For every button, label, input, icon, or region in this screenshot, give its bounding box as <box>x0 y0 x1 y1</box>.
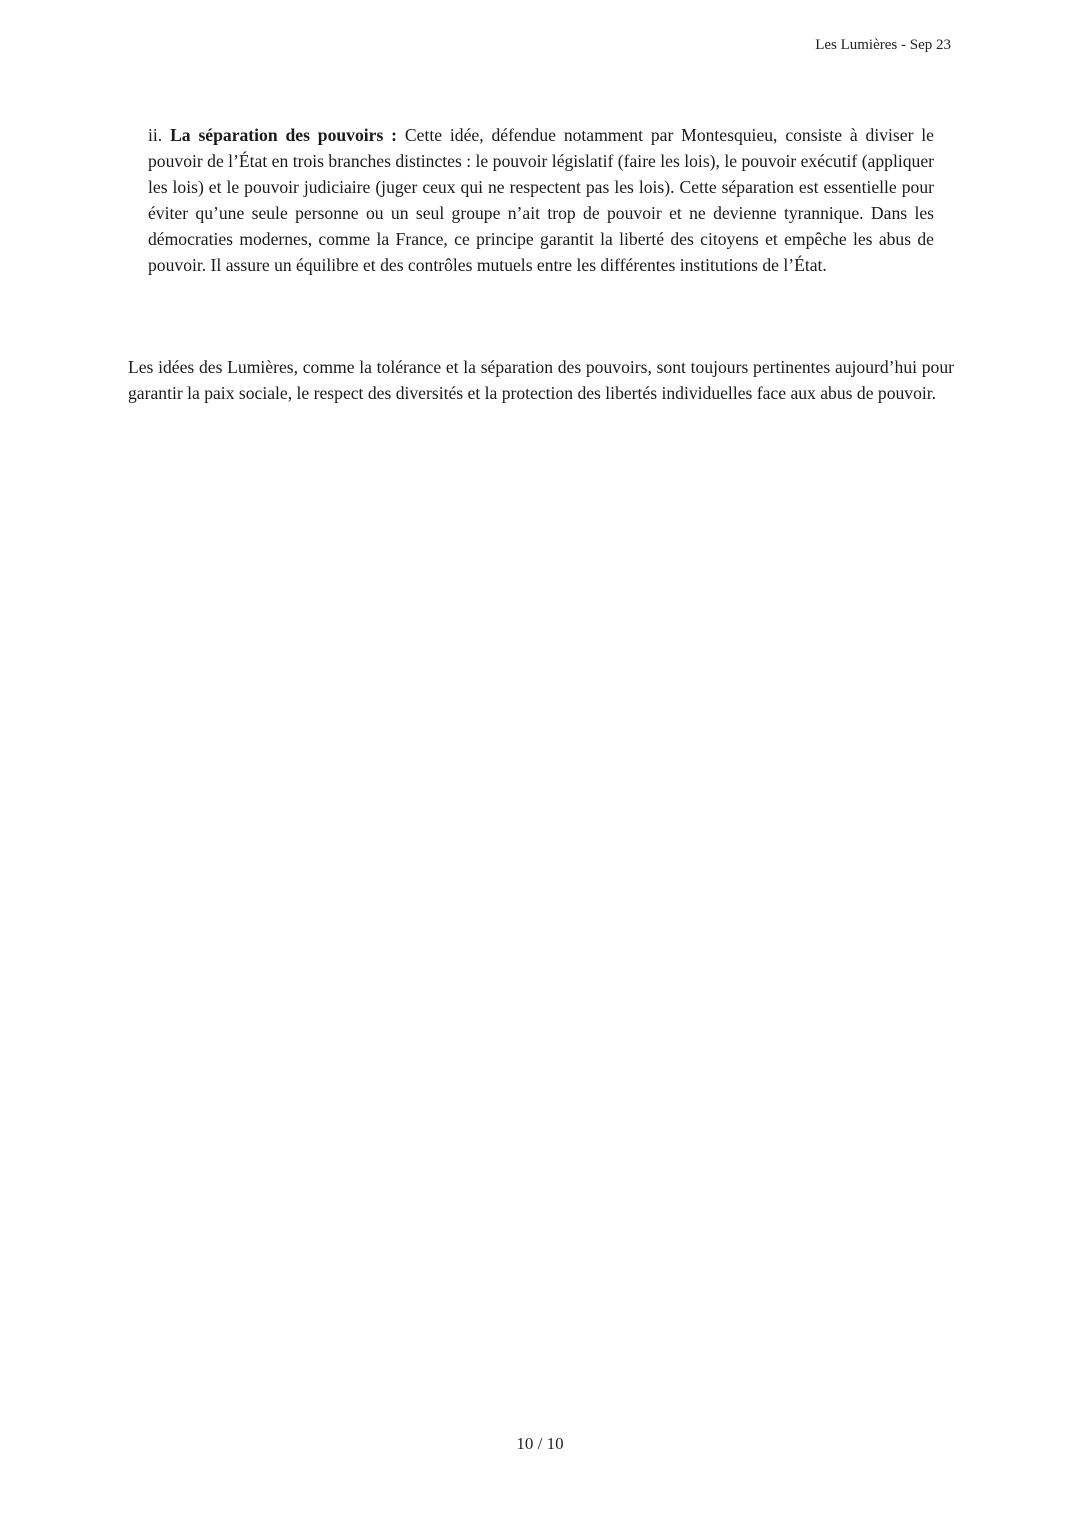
list-item-body: Cette idée, défendue notamment par Montesquieu, consiste à diviser le pouvoir de l’État en trois branches distinctes : le pouvoir législatif (faire les lois), le pouvoir exécutif (appliquer les lois) et le pouvoir judiciaire (juger ceux qui ne respectent pas les lois). Cette séparation est essentielle pour éviter qu’une seule personne ou un seul groupe n’ait trop de pouvoir et ne devienne tyrannique. Dans les démocraties modernes, comme la France, ce principe garantit la liberté des citoyens et empêche les abus de pouvoir. Il assure un équilibre et des contrôles mutuels entre les différentes institutions de l’État. <box>148 125 934 275</box>
list-item-separation-des-pouvoirs <box>148 122 934 278</box>
page-number: 10 / 10 <box>516 1434 564 1453</box>
list-item-title: La séparation des pouvoirs : <box>170 125 398 145</box>
conclusion-paragraph: Les idées des Lumières, comme la tolérance et la séparation des pouvoirs, sont toujours pertinentes aujourd’hui pour garantir la paix sociale, le respect des diversités et la protection des libertés individuelles face aux abus de pouvoir. <box>128 357 954 403</box>
running-header: Les Lumières - Sep 23 <box>815 37 951 53</box>
list-item-number: ii. <box>148 125 163 145</box>
